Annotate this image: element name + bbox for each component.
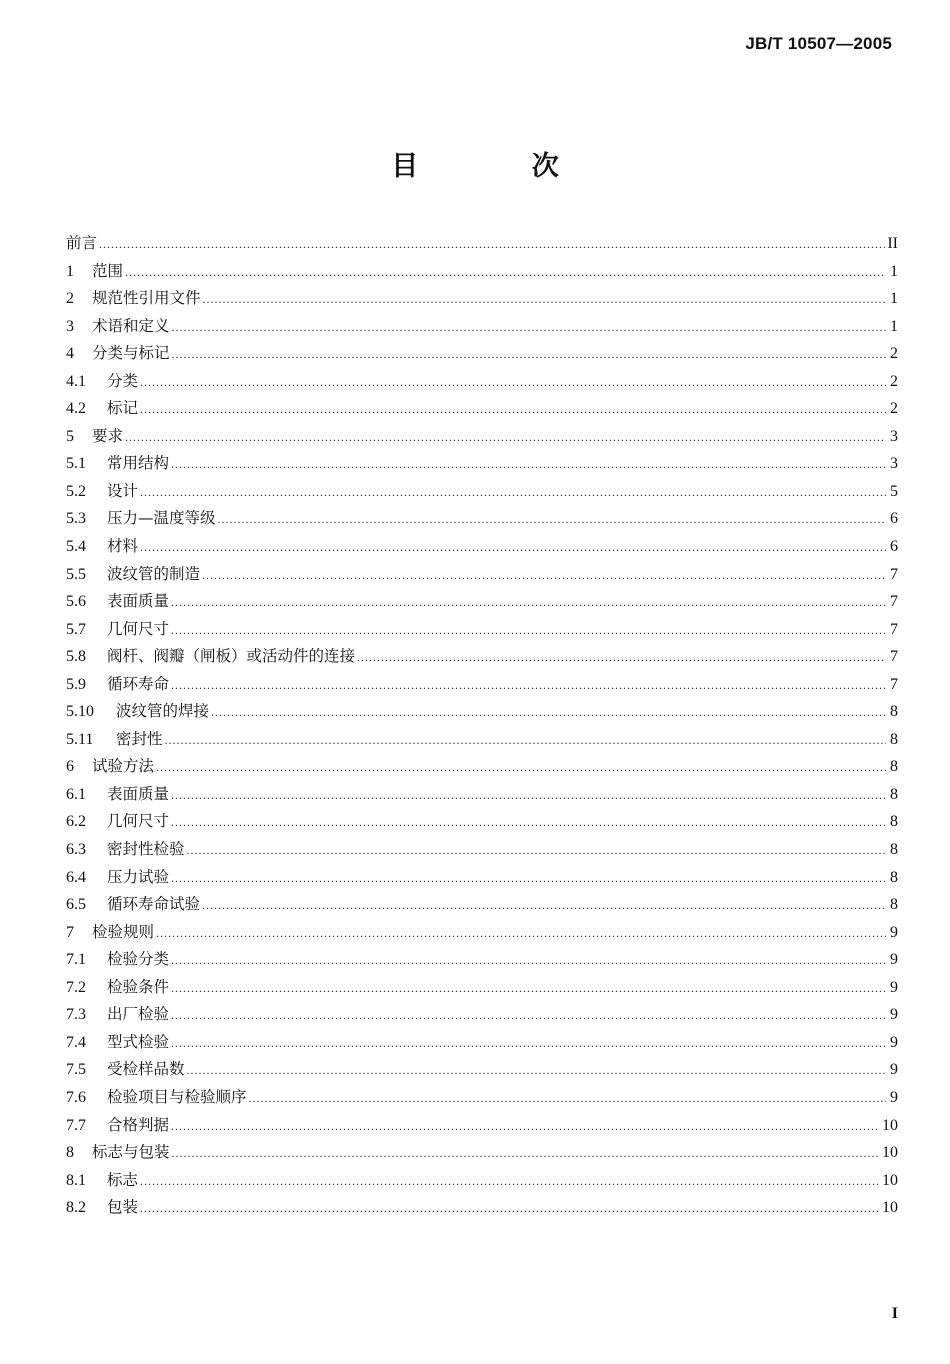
dot-leader xyxy=(202,892,886,920)
toc-entry[interactable] xyxy=(66,891,898,919)
dot-leader xyxy=(187,1057,886,1085)
toc-entry-label: 包装 xyxy=(107,1198,139,1217)
toc-entry-label: 要求 xyxy=(92,426,124,445)
dot-leader xyxy=(140,369,886,397)
toc-entry-page: 8 xyxy=(890,730,898,748)
toc-entry[interactable] xyxy=(66,808,898,836)
toc-entry-number: 1 xyxy=(66,262,74,280)
toc-entry[interactable] xyxy=(66,478,898,506)
toc-entry[interactable] xyxy=(66,726,898,754)
toc-entry[interactable] xyxy=(66,1112,898,1140)
toc-entry[interactable] xyxy=(66,1139,898,1167)
toc-entry-label: 检验项目与检验顺序 xyxy=(107,1087,247,1106)
toc-entry-number: 6.5 xyxy=(66,896,86,914)
dot-leader xyxy=(202,562,886,590)
toc-entry-page: 10 xyxy=(882,1171,898,1189)
toc-entry[interactable] xyxy=(66,1001,898,1029)
toc-entry-number: 5.5 xyxy=(66,565,86,583)
toc-entry-page: 9 xyxy=(890,1006,898,1024)
toc-entry-page: 10 xyxy=(882,1116,898,1134)
toc-entry-page: 6 xyxy=(890,538,898,556)
toc-entry-number: 6.1 xyxy=(66,785,86,803)
dot-leader xyxy=(172,314,886,342)
toc-entry[interactable] xyxy=(66,340,898,368)
toc-entry-page: 2 xyxy=(890,372,898,390)
toc-entry[interactable] xyxy=(66,1167,898,1195)
toc-entry-page: 9 xyxy=(890,978,898,996)
toc-entry[interactable] xyxy=(66,285,898,313)
dot-leader xyxy=(172,341,886,369)
toc-entry-page: 7 xyxy=(890,593,898,611)
toc-entry[interactable] xyxy=(66,1084,898,1112)
toc-entry-number: 6 xyxy=(66,758,74,776)
toc-entry[interactable] xyxy=(66,946,898,974)
toc-entry[interactable] xyxy=(66,919,898,947)
toc-entry-page: 10 xyxy=(882,1199,898,1217)
toc-entry[interactable] xyxy=(66,561,898,589)
toc-entry-page: 7 xyxy=(890,620,898,638)
dot-leader xyxy=(249,1085,886,1113)
toc-entry[interactable] xyxy=(66,1029,898,1057)
toc-entry-number: 4.1 xyxy=(66,372,86,390)
toc-entry-number: 6.3 xyxy=(66,841,86,859)
toc-entry-label: 检验规则 xyxy=(92,922,155,941)
toc-entry[interactable] xyxy=(66,533,898,561)
toc-entry-number: 5.4 xyxy=(66,538,86,556)
toc-entry-label: 表面质量 xyxy=(107,592,170,611)
toc-entry-label: 术语和定义 xyxy=(92,316,170,335)
dot-leader xyxy=(357,644,886,672)
toc-entry-label: 常用结构 xyxy=(107,454,170,473)
toc-entry-label: 密封性检验 xyxy=(107,840,185,859)
toc-entry-label: 几何尺寸 xyxy=(107,812,170,831)
toc-entry-page: 9 xyxy=(890,1033,898,1051)
dot-leader xyxy=(203,286,886,314)
dot-leader xyxy=(171,782,886,810)
dot-leader xyxy=(171,451,886,479)
toc-entry[interactable] xyxy=(66,450,898,478)
toc-entry[interactable] xyxy=(66,643,898,671)
toc-entry-page: 8 xyxy=(890,868,898,886)
dot-leader xyxy=(171,809,886,837)
toc-entry-label: 前言 xyxy=(66,234,98,252)
toc-entry-number: 7.2 xyxy=(66,978,86,996)
toc-entry[interactable] xyxy=(66,505,898,533)
dot-leader xyxy=(165,727,886,755)
toc-entry-number: 5.2 xyxy=(66,482,86,500)
toc-entry-label: 试验方法 xyxy=(92,757,155,776)
toc-entry[interactable] xyxy=(66,588,898,616)
toc-entry-label: 出厂检验 xyxy=(107,1005,170,1024)
toc-entry-label: 检验条件 xyxy=(107,977,170,996)
dot-leader xyxy=(172,1140,880,1168)
toc-entry-page: 7 xyxy=(890,675,898,693)
dot-leader xyxy=(140,534,886,562)
toc-entry[interactable] xyxy=(66,974,898,1002)
toc-entry-number: 5 xyxy=(66,427,74,445)
toc-entry-number: 4 xyxy=(66,345,74,363)
toc-entry-label: 分类 xyxy=(107,371,139,390)
toc-entry-label: 标志 xyxy=(107,1170,139,1189)
toc-entry-page: 9 xyxy=(890,1088,898,1106)
toc-entry-label: 压力—温度等级 xyxy=(107,509,216,528)
dot-leader xyxy=(171,975,886,1003)
toc-entry[interactable] xyxy=(66,258,898,286)
toc-entry[interactable] xyxy=(66,836,898,864)
toc-entry-number: 5.8 xyxy=(66,648,86,666)
toc-entry-label: 波纹管的制造 xyxy=(107,564,201,583)
toc-entry-page: 9 xyxy=(890,1061,898,1079)
toc-entry-number: 6.4 xyxy=(66,868,86,886)
dot-leader xyxy=(187,837,886,865)
toc-entry-label: 波纹管的焊接 xyxy=(116,702,210,721)
toc-entry-number: 5.7 xyxy=(66,620,86,638)
dot-leader xyxy=(171,672,886,700)
toc-entry-page: 7 xyxy=(890,565,898,583)
toc-entry-page: 8 xyxy=(890,813,898,831)
toc-entry[interactable] xyxy=(66,671,898,699)
toc-entry-page: 8 xyxy=(890,896,898,914)
toc-entry-number: 7.1 xyxy=(66,951,86,969)
toc-entry-number: 6.2 xyxy=(66,813,86,831)
toc-entry-page: II xyxy=(887,235,898,252)
toc-entry-number: 5.9 xyxy=(66,675,86,693)
page-title: 目 次 xyxy=(391,151,611,182)
dot-leader xyxy=(140,479,886,507)
dot-leader xyxy=(218,506,886,534)
toc-entry-number: 7.3 xyxy=(66,1006,86,1024)
dot-leader xyxy=(171,1113,880,1141)
toc-entry[interactable] xyxy=(66,1194,898,1222)
toc-entry-label: 检验分类 xyxy=(107,950,170,969)
toc-entry-label: 表面质量 xyxy=(107,784,170,803)
toc-entry-page: 2 xyxy=(890,345,898,363)
toc-entry-number: 2 xyxy=(66,290,74,308)
toc-entry-page: 5 xyxy=(890,482,898,500)
toc-entry-page: 6 xyxy=(890,510,898,528)
toc-entry-page: 3 xyxy=(890,455,898,473)
dot-leader xyxy=(171,1030,886,1058)
toc-entry[interactable] xyxy=(66,781,898,809)
standard-code: JB/T 10507—2005 xyxy=(745,34,892,53)
dot-leader xyxy=(140,1168,880,1196)
toc-entry-label: 几何尺寸 xyxy=(107,619,170,638)
toc-entry-label: 循环寿命 xyxy=(107,674,170,693)
dot-leader xyxy=(171,947,886,975)
toc-entry-number: 7.4 xyxy=(66,1033,86,1051)
toc-entry-label: 范围 xyxy=(92,261,124,280)
toc-entry[interactable] xyxy=(66,616,898,644)
toc-entry-label: 分类与标记 xyxy=(92,344,170,363)
toc-entry-number: 8.1 xyxy=(66,1171,86,1189)
toc-entry-page: 10 xyxy=(882,1144,898,1162)
toc-entry[interactable] xyxy=(66,313,898,341)
toc-entry[interactable] xyxy=(66,698,898,726)
toc-entry-number: 8 xyxy=(66,1144,74,1162)
toc-entry-label: 标志与包装 xyxy=(92,1143,170,1162)
toc-entry-number: 5.3 xyxy=(66,510,86,528)
toc-entry-page: 8 xyxy=(890,703,898,721)
toc-entry-number: 7 xyxy=(66,923,74,941)
toc-entry-label: 受检样品数 xyxy=(107,1060,185,1079)
toc-entry[interactable] xyxy=(66,230,898,258)
toc-entry-number: 5.11 xyxy=(66,730,94,748)
dot-leader xyxy=(125,424,886,452)
dot-leader xyxy=(99,231,885,259)
toc-entry-number: 7.6 xyxy=(66,1088,86,1106)
dot-leader xyxy=(140,396,886,424)
toc-entry[interactable] xyxy=(66,753,898,781)
toc-entry-page: 2 xyxy=(890,400,898,418)
toc-entry-label: 规范性引用文件 xyxy=(92,289,201,308)
dot-leader xyxy=(171,865,886,893)
toc-entry-label: 循环寿命试验 xyxy=(107,895,201,914)
toc-entry-label: 标记 xyxy=(107,399,139,418)
toc-entry-number: 5.1 xyxy=(66,455,86,473)
toc-entry-page: 9 xyxy=(890,951,898,969)
toc-entry-label: 型式检验 xyxy=(107,1032,170,1051)
toc-entry-number: 5.10 xyxy=(66,703,94,721)
toc-entry[interactable] xyxy=(66,423,898,451)
toc-entry-page: 9 xyxy=(890,923,898,941)
toc-entry-number: 3 xyxy=(66,317,74,335)
toc-entry-number: 7.5 xyxy=(66,1061,86,1079)
table-of-contents xyxy=(66,230,898,1222)
toc-entry-label: 设计 xyxy=(107,481,139,500)
toc-entry-label: 材料 xyxy=(107,537,139,556)
toc-entry-label: 阀杆、阀瓣（闸板）或活动件的连接 xyxy=(107,647,356,666)
toc-entry-label: 密封性 xyxy=(116,729,163,748)
toc-entry-page: 1 xyxy=(890,290,898,308)
dot-leader xyxy=(156,920,886,948)
toc-entry-number: 8.2 xyxy=(66,1199,86,1217)
toc-entry-page: 8 xyxy=(890,785,898,803)
page-number: I xyxy=(891,1305,898,1322)
dot-leader xyxy=(125,259,886,287)
dot-leader xyxy=(171,1002,886,1030)
toc-entry[interactable] xyxy=(66,864,898,892)
dot-leader xyxy=(140,1195,880,1223)
toc-entry[interactable] xyxy=(66,1056,898,1084)
toc-entry-page: 1 xyxy=(890,262,898,280)
toc-entry-number: 4.2 xyxy=(66,400,86,418)
toc-entry-label: 压力试验 xyxy=(107,867,170,886)
toc-entry-page: 8 xyxy=(890,841,898,859)
toc-entry-number: 7.7 xyxy=(66,1116,86,1134)
toc-entry-page: 1 xyxy=(890,317,898,335)
toc-entry-page: 3 xyxy=(890,427,898,445)
dot-leader xyxy=(156,754,886,782)
toc-entry-page: 8 xyxy=(890,758,898,776)
toc-entry-page: 7 xyxy=(890,648,898,666)
toc-entry-label: 合格判据 xyxy=(107,1115,170,1134)
dot-leader xyxy=(211,699,886,727)
toc-entry[interactable] xyxy=(66,368,898,396)
dot-leader xyxy=(171,617,886,645)
toc-entry[interactable] xyxy=(66,395,898,423)
toc-entry-number: 5.6 xyxy=(66,593,86,611)
dot-leader xyxy=(171,589,886,617)
